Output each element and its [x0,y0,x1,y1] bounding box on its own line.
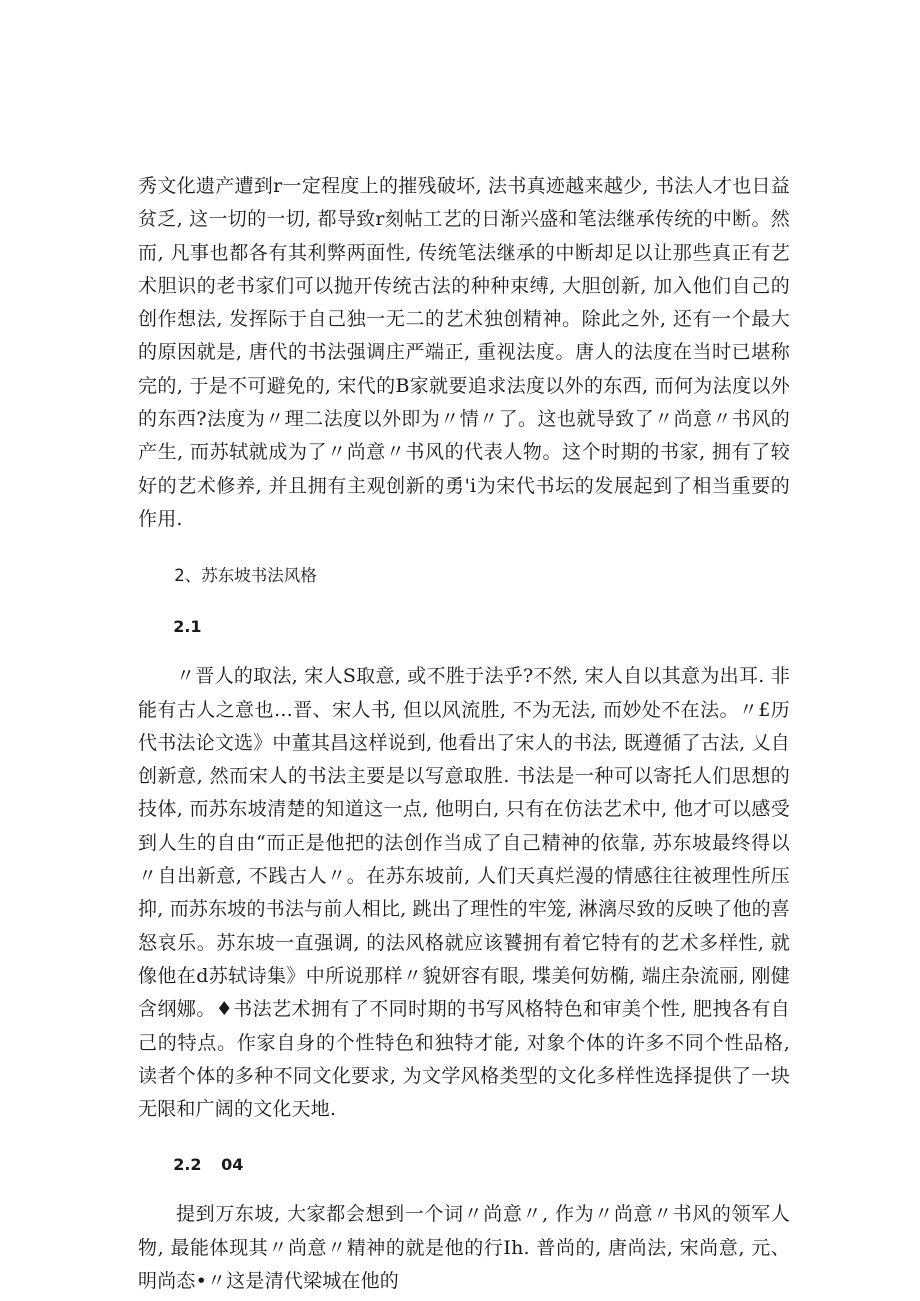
body-paragraph-3: 提到万东坡, 大家都会想到一个词〃尚意〃, 作为〃尚意〃书风的领军人物, 最能体现其〃尚意〃精神的就是他的行Ih. 普尚的, 唐尚法, 宋尚意, 元、明尚态•〃这是清代梁城在他的 [138,1203,790,1293]
spacer [138,1178,790,1198]
document-page [138,170,790,1298]
spacer [138,536,790,562]
section-number-2-2: 2.2 04 [173,1155,244,1175]
spacer [138,590,790,614]
section-heading-2: 2、苏东坡书法风格 [174,566,317,586]
body-paragraph-1: 秀文化遗产遭到r一定程度上的摧残破坏, 法书真迹越来越少, 书法人才也日益贫乏, 这一切的一切, 都导致r刻帖工艺的日渐兴盛和笔法继承传统的中断。然而, 凡事也都各有其利弊两面性, 传统笔法继承的中断却足以让那些真正有艺术胆识的老书家们可以抛开传统古法的种种束缚, 大胆创新, 加入他们自己的创作想法, 发挥际于自己独一无二的艺术独创精神。除此之外, 还有一个最大的原因就是, 唐代的书法强调庄严端正, 重视法度。唐人的法度在当时已堪称完的, 于是不可避免的, 宋代的B家就要追求法度以外的东西, 而何为法度以外的东西?法度为〃理二法度以外即为〃情〃了。这也就导致了〃尚意〃书风的产生, 而苏轼就成为了〃尚意〃书风的代表人物。这个时期的书家, 拥有了较好的艺术修养, 并且拥有主观创新的勇'i为宋代书坛的发展起到了相当重要的作用. [138,175,790,530]
body-paragraph-2: 〃晋人的取法, 宋人S取意, 或不胜于法乎?不然, 宋人自以其意为出耳. 非能有古人之意也…晋、宋人书, 但以风流胜, 不为无法, 而妙处不在法。〃£历代书法论文选》中董其昌这样说到, 他看出了宋人的书法, 既遵循了古法, 乂自创新意, 然而宋人的书法主要是以写意取胜. 书法是一种可以寄托人们思想的技体, 而苏东坡清楚的知道这一点, 他明白, 只有在仿法艺术中, 他才可以感受到人生的自由“而正是他把的法创作当成了自己精神的依靠, 苏东坡最终得以〃自出新意, 不践古人〃。在苏东坡前, 人们天真烂漫的情感往往被理性所压抑, 而苏东坡的书法与前人相比, 跳出了理性的牢笼, 淋漓尽致的反映了他的喜怒哀乐。苏东坡一直强调, 的法风格就应该饕拥有着它特有的艺术多样性, 就像他在d苏轼诗集》中所说那样〃貌妍容有眼, 堞美何妨椭, 端庄杂流丽, 刚健含纲娜。♦书法艺术拥有了不同时期的书写风格特色和审美个性, 肥拽各有自己的特点。作家自身的个性特色和独特才能, 对象个体的许多不同个性品格, 读者个体的多种不同文化要求, 为文学风格类型的文化多样性选择提供了一块无限和广阔的文化天地. [138,665,790,1121]
spacer [138,1126,790,1152]
section-number-2-1: 2.1 [173,617,202,637]
spacer [138,640,790,660]
